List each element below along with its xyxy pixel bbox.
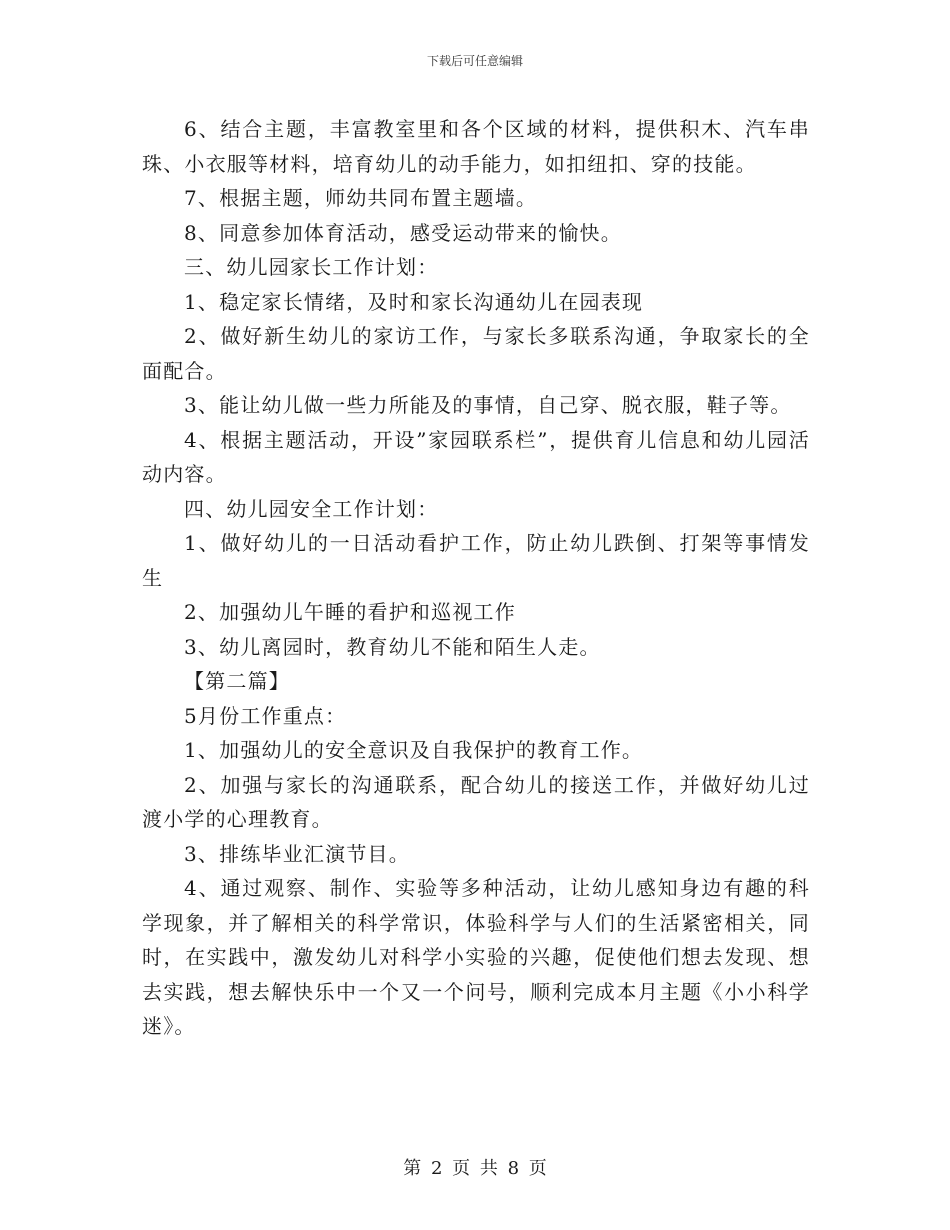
section-heading: 5月份工作重点： [184,703,347,728]
page-number-footer: 第 2 页 共 8 页 [403,1158,547,1179]
paragraph: 1、加强幼儿的安全意识及自我保护的教育工作。 [184,738,644,762]
part-heading: 【第二篇】 [184,669,290,693]
document-body [142,112,810,1044]
page-header: 下载后可任意编辑 [426,54,523,68]
paragraph: 3、幼儿离园时，教育幼儿不能和陌生人走。 [184,634,601,659]
section-heading: 四、幼儿园安全工作计划： [184,496,439,521]
paragraph: 8、同意参加体育活动，感受运动带来的愉快。 [184,220,622,245]
paragraph: 7、根据主题，师幼共同布置主题墙。 [184,186,538,210]
paragraph: 1、稳定家长情绪，及时和家长沟通幼儿在园表现 [184,289,644,314]
paragraph: 1、做好幼儿的一日活动看护工作，防止幼儿跌倒、打架等事情发生 [142,531,810,590]
paragraph: 6、结合主题，丰富教室里和各个区域的材料，提供积木、汽车串珠、小衣服等材料，培育幼儿的动手能力，如扣纽扣、穿的技能。 [142,117,810,176]
paragraph: 3、能让幼儿做一些力所能及的事情，自己穿、脱衣服，鞋子等。 [184,393,792,417]
paragraph: 4、通过观察、制作、实验等多种活动，让幼儿感知身边有趣的科学现象，并了解相关的科学常识，体验科学与人们的生活紧密相关，同时，在实践中，激发幼儿对科学小实验的兴趣，促使他们想去发现、想去实践，想去解快乐中一个又一个问号，顺利完成本月主题《小小科学迷》。 [142,876,810,1038]
paragraph: 2、做好新生幼儿的家访工作，与家长多联系沟通，争取家长的全面配合。 [142,324,810,383]
paragraph: 2、加强幼儿午睡的看护和巡视工作 [184,600,516,624]
paragraph: 3、排练毕业汇演节目。 [184,841,410,866]
paragraph: 4、根据主题活动，开设”家园联系栏”，提供育儿信息和幼儿园活动内容。 [142,427,810,486]
paragraph: 2、加强与家长的沟通联系，配合幼儿的接送工作，并做好幼儿过渡小学的心理教育。 [142,772,810,831]
section-heading: 三、幼儿园家长工作计划： [184,255,439,279]
